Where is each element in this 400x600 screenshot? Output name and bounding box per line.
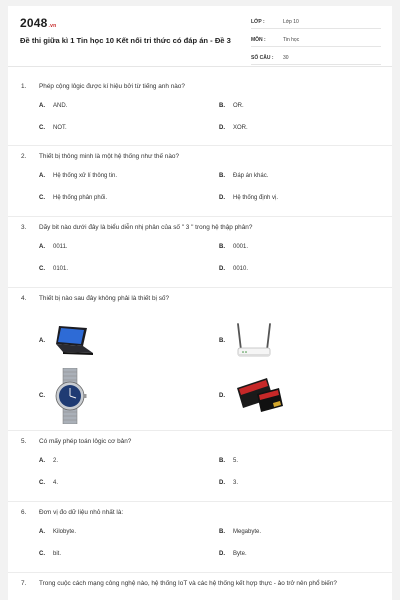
wifi-router-icon [233, 320, 275, 362]
divider [8, 216, 392, 217]
divider [8, 501, 392, 502]
meta-question-count: SỐ CÂU : 30 [251, 52, 381, 65]
question-6: 6. Đơn vị đo dữ liệu nhỏ nhất là: A. Kilobyte. B. Megabyte. C. bit. D. Byte. [21, 509, 262, 557]
meta-class: LỚP : Lớp 10 [251, 16, 381, 29]
option-5b[interactable]: B. 5. [219, 458, 239, 464]
option-4b[interactable]: B. [219, 320, 275, 362]
option-1d[interactable]: D. XOR. [219, 125, 248, 131]
divider [8, 572, 392, 573]
meta-subject: MÔN : Tin học [251, 34, 381, 47]
option-6c[interactable]: C. bit. [39, 551, 62, 557]
option-3d[interactable]: D. 0010. [219, 266, 249, 272]
option-2c[interactable]: C. Hệ thống phân phối. [39, 195, 108, 201]
option-4d[interactable]: D. [219, 376, 285, 416]
site-logo[interactable]: 2048.vn [20, 16, 57, 30]
exam-header [8, 6, 392, 67]
wristwatch-icon [53, 368, 87, 424]
option-3a[interactable]: A. 0011. [39, 244, 68, 250]
memory-card-icon [233, 376, 285, 416]
question-2: 2. Thiết bị thông minh là một hệ thống như thế nào? A. Hệ thống xử lí thông tin. B. Đáp án khác. C. Hệ thống phân phối. D. Hệ thống định vị. [21, 153, 279, 201]
exam-meta [251, 16, 381, 70]
option-1b[interactable]: B. OR. [219, 103, 244, 109]
laptop-icon [53, 324, 95, 358]
option-2a[interactable]: A. Hệ thống xử lí thông tin. [39, 173, 118, 179]
option-2d[interactable]: D. Hệ thống định vị. [219, 195, 279, 201]
divider [8, 430, 392, 431]
option-6b[interactable]: B. Megabyte. [219, 529, 262, 535]
option-1c[interactable]: C. NOT. [39, 125, 67, 131]
option-2b[interactable]: B. Đáp án khác. [219, 173, 269, 179]
option-5d[interactable]: D. 3. [219, 480, 239, 486]
option-1a[interactable]: A. AND. [39, 103, 68, 109]
option-5a[interactable]: A. 2. [39, 458, 59, 464]
question-4: 4. Thiết bị nào sau đây không phải là thiết bị số? [21, 295, 170, 302]
exam-title: Đề thi giữa kì 1 Tin học 10 Kết nối tri thức có đáp án - Đề 3 [20, 36, 231, 45]
exam-page [8, 6, 392, 600]
option-3c[interactable]: C. 0101. [39, 266, 69, 272]
divider [8, 145, 392, 146]
option-5c[interactable]: C. 4. [39, 480, 59, 486]
option-6a[interactable]: A. Kilobyte. [39, 529, 77, 535]
question-3: 3. Dãy bit nào dưới đây là biểu diễn nhị phân của số " 3 " trong hệ thập phân? A. 0011. B. 0001. C. 0101. D. 0010. [21, 224, 253, 272]
divider [8, 287, 392, 288]
option-4c[interactable]: C. [39, 368, 87, 424]
option-3b[interactable]: B. 0001. [219, 244, 249, 250]
question-7: 7. Trong cuộc cách mạng công nghệ nào, hệ thống IoT và các hệ thống kết hợp thực - ảo trở nên phổ biến? [21, 580, 337, 587]
question-5: 5. Có mấy phép toán lôgic cơ bản? A. 2. B. 5. C. 4. D. 3. [21, 438, 239, 486]
option-6d[interactable]: D. Byte. [219, 551, 247, 557]
question-1: 1. Phép cộng lôgic được kí hiệu bởi từ tiếng anh nào? A. AND. B. OR. C. NOT. D. XOR. [21, 83, 248, 131]
option-4a[interactable]: A. [39, 324, 95, 358]
